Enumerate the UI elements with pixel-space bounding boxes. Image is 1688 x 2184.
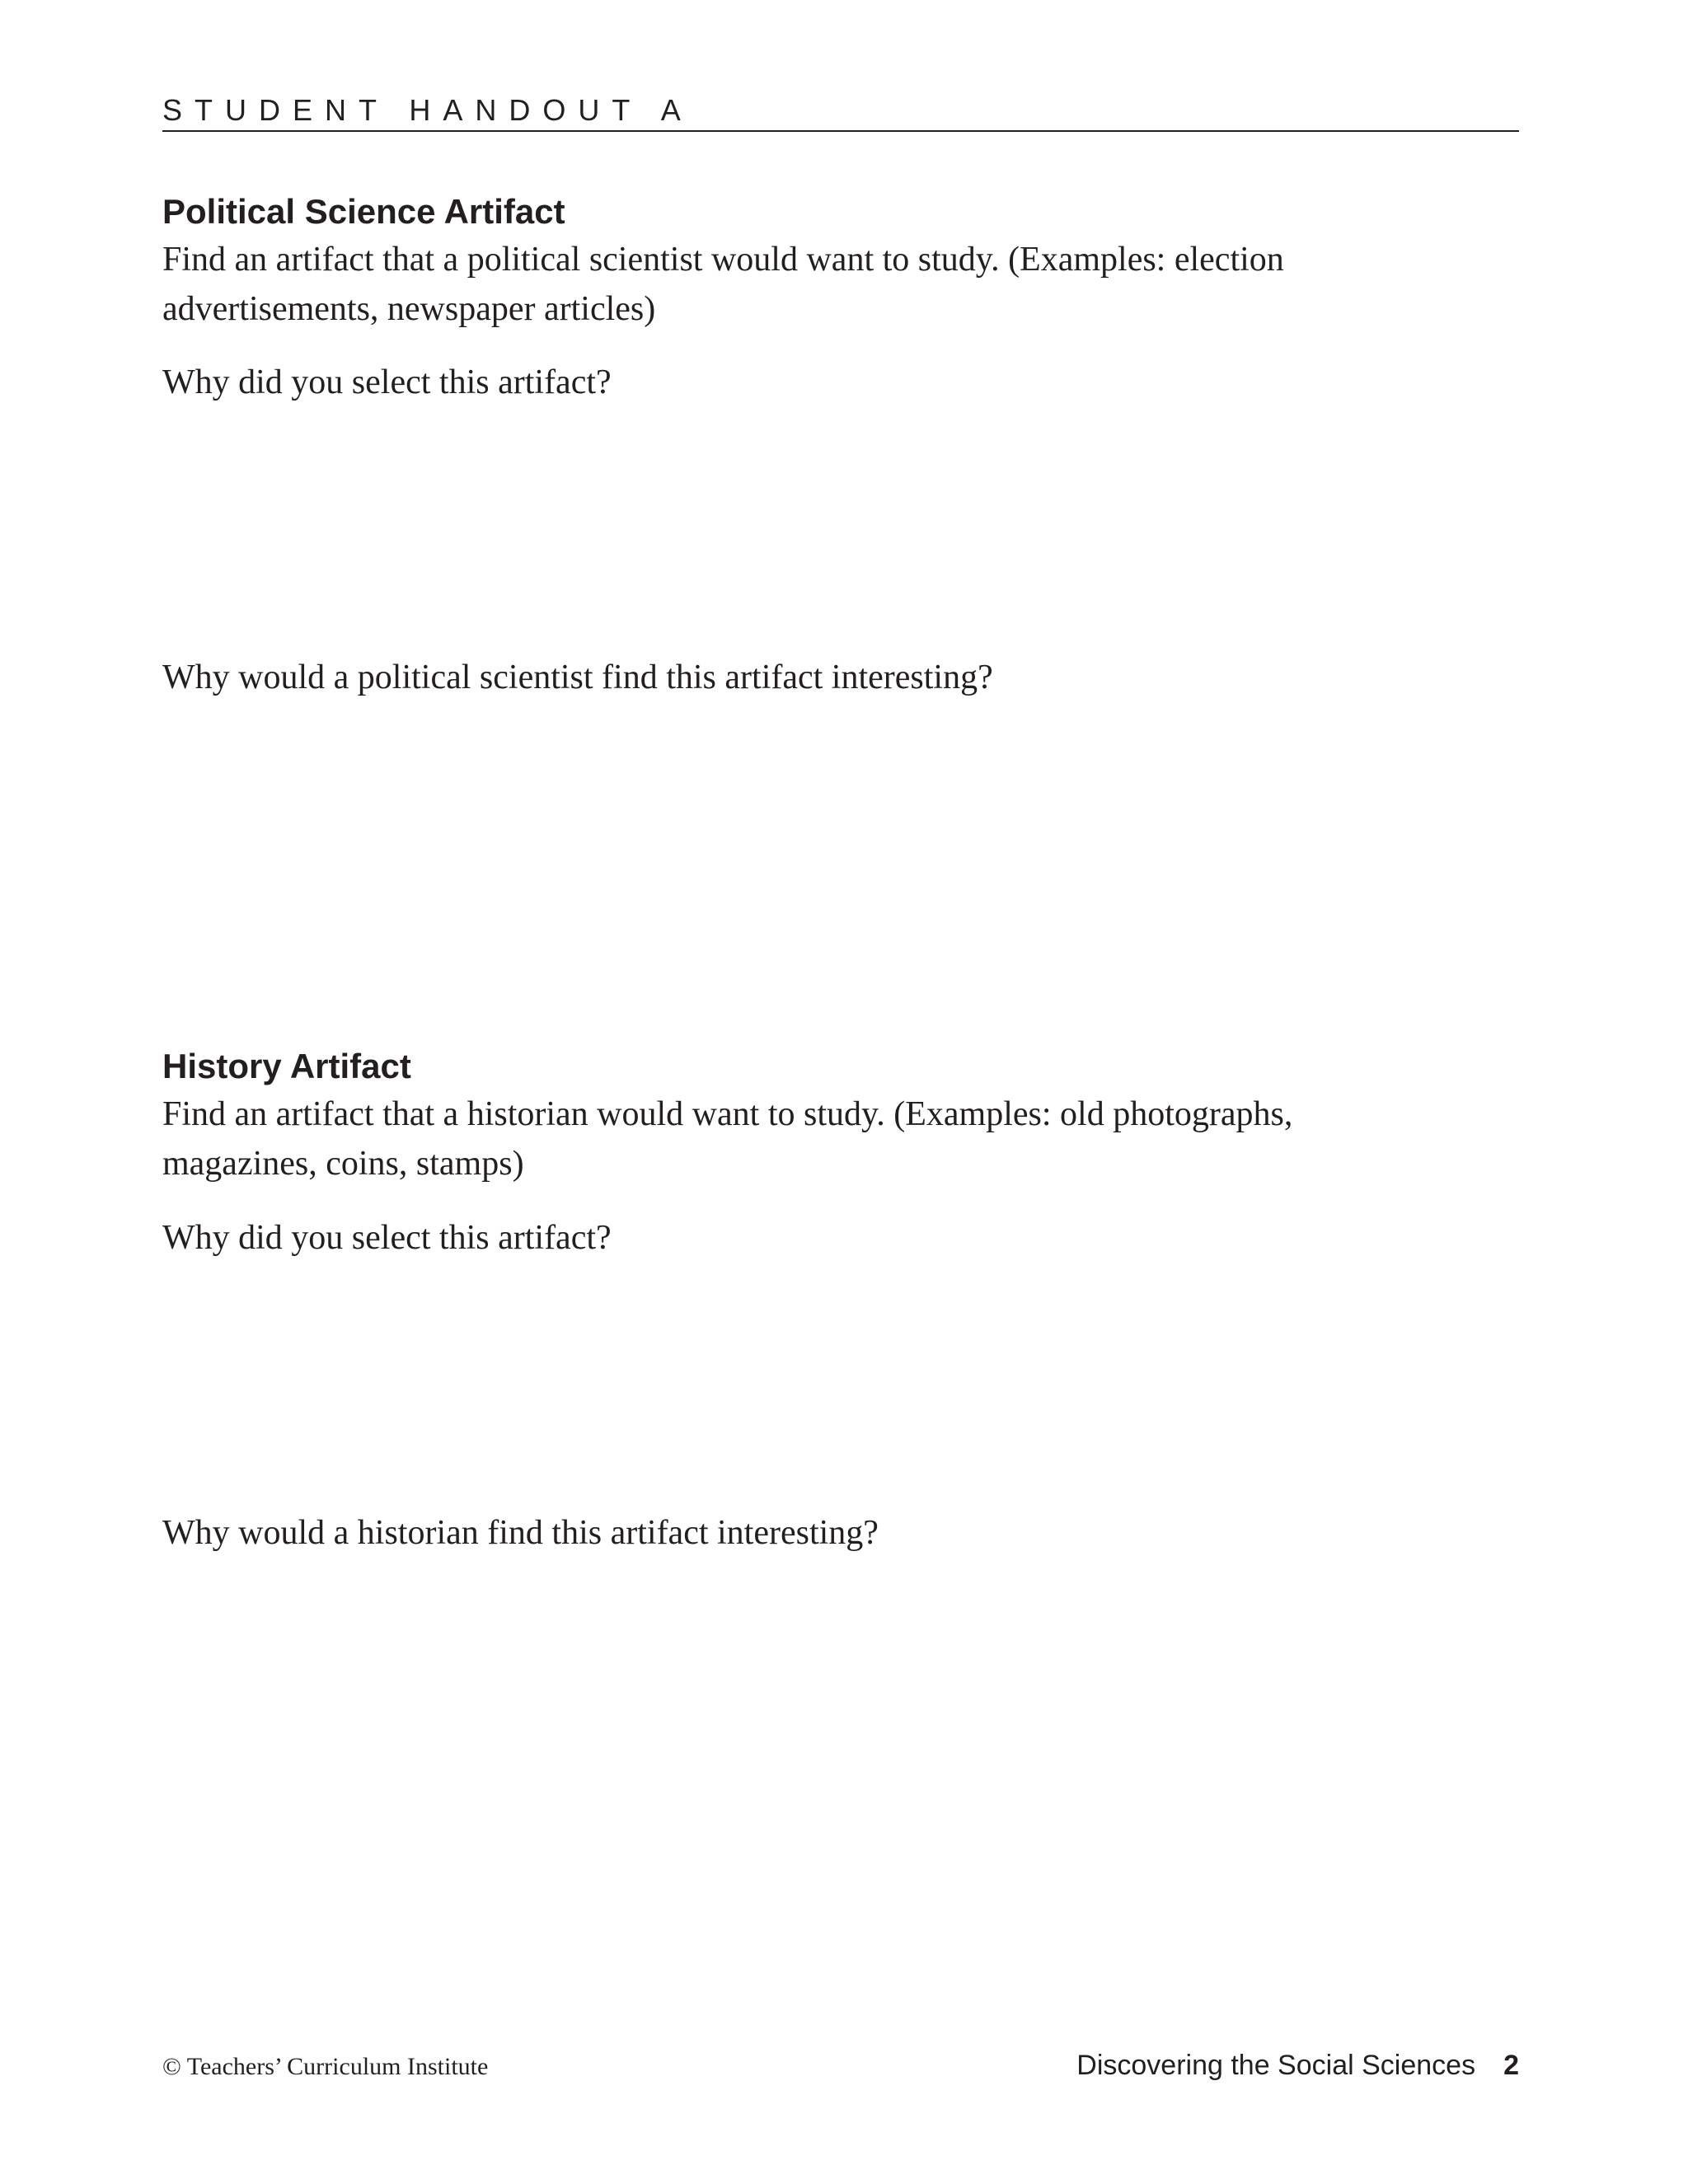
prompt-interest-history: Why would a historian find this artifact interesting? (162, 1514, 879, 1552)
section-title-political-science: Political Science Artifact (162, 192, 565, 231)
footer-book-title: Discovering the Social Sciences (1076, 2050, 1476, 2081)
section-instructions-history: Find an artifact that a historian would want to study. (Examples: old photographs, magazines, coins, stamps) (162, 1095, 1293, 1183)
footer-book-info (1076, 2047, 1519, 2083)
political-science-section (162, 189, 1519, 334)
footer-copyright: © Teachers’ Curriculum Institute (162, 2053, 489, 2080)
handout-header-label: STUDENT HANDOUT A (162, 93, 693, 127)
page-number: 2 (1503, 2050, 1519, 2081)
history-section (162, 1043, 1519, 1188)
prompt-select-reason-political-science: Why did you select this artifact? (162, 363, 612, 401)
prompt-select-reason-history: Why did you select this artifact? (162, 1219, 612, 1257)
section-title-history: History Artifact (162, 1047, 411, 1085)
prompt-interest-political-science: Why would a political scientist find this artifact interesting? (162, 658, 993, 696)
header-divider (162, 130, 1519, 132)
section-instructions-political-science: Find an artifact that a political scientist would want to study. (Examples: election advertisements, newspaper articles) (162, 241, 1284, 328)
